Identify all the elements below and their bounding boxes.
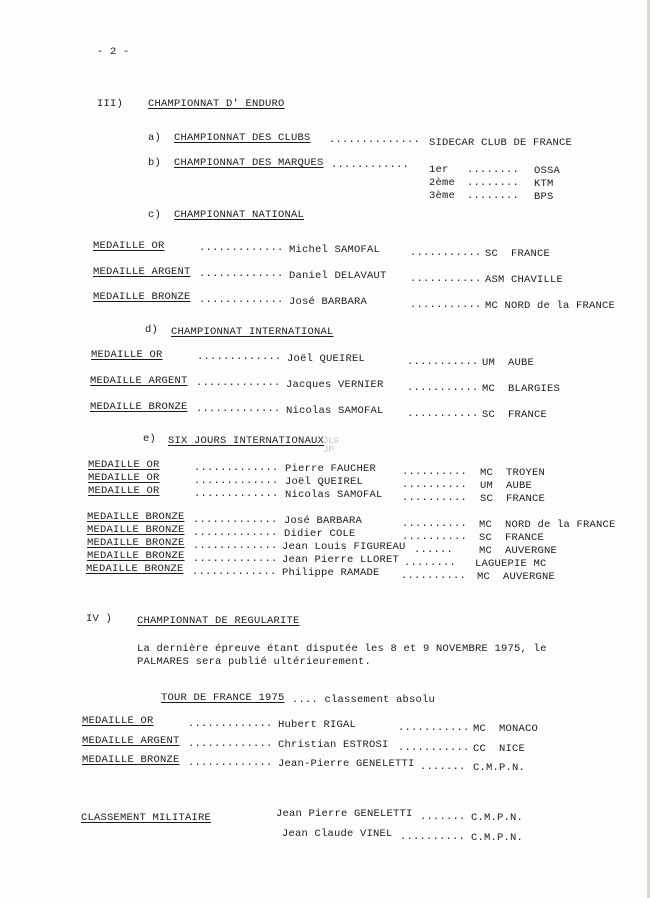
rider-name: Nicolas SAMOFAL [286,405,384,417]
sub-a-letter: a) [148,132,162,144]
leader-dots: ...... [414,544,454,556]
club-name: UM AUBE [480,480,533,492]
club-name: C.M.P.N. [473,762,526,774]
medal-label: MEDAILLE OR [88,485,160,497]
leader-dots: .......... [402,479,468,491]
leader-dots: ........... [410,273,482,285]
leader-dots: ............. [193,514,278,526]
sub-a-dots: .............. [329,134,421,146]
section-4-title: CHAMPIONNAT DE REGULARITE [137,615,300,627]
club-name: SC FRANCE [485,248,551,260]
club-name: SC FRANCE [480,493,546,505]
leader-dots: ............. [199,242,284,254]
medal-label: MEDAILLE BRONZE [87,537,185,549]
medal-label: MEDAILLE OR [91,349,163,361]
sub-e-letter: e) [143,433,157,445]
rider-name: Jacques VERNIER [286,379,384,391]
medal-label: MEDAILLE BRONZE [87,524,185,536]
rider-name: Joël QUEIREL [285,476,364,488]
rider-name: Nicolas SAMOFAL [285,489,383,501]
rider-name: Philippe RAMADE [282,567,380,579]
rider-name: Jean Louis FIGUREAU [282,541,406,553]
leader-dots: ............. [188,718,273,730]
club-name: MC BLARGIES [482,383,561,395]
rider-name: Jean Pierre GENELETTI [276,808,413,820]
leader-dots: ........... [407,408,479,420]
club-name: LAGUEPIE MC [475,558,547,570]
leader-dots: ............. [196,377,281,389]
leader-dots: ........... [407,356,479,368]
leader-dots: ............. [199,268,284,280]
club-name: MC NORD de la FRANCE [485,300,616,312]
club-name: MC MONACO [473,723,539,735]
medal-label: MEDAILLE OR [88,472,160,484]
rider-name: Jean Claude VINEL [282,828,393,840]
leader-dots: .......... [402,518,468,530]
sub-d-letter: d) [145,324,159,336]
leader-dots: ............. [196,403,281,415]
medal-label: MEDAILLE ARGENT [93,266,191,278]
sub-c-letter: c) [148,209,162,221]
leader-dots: .......... [402,492,468,504]
military-label: CLASSEMENT MILITAIRE [81,812,212,824]
leader-dots: ........... [398,742,470,754]
medal-label: MEDAILLE BRONZE [90,401,188,413]
leader-dots: ............. [192,566,277,578]
leader-dots: ........... [410,247,482,259]
sub-b-label: CHAMPIONNAT DES MARQUES [174,157,324,169]
leader-dots: ....... [420,761,466,773]
leader-dots: .......... [402,531,468,543]
rider-name: Jean Pierre LLORET [282,554,400,566]
sub-d-label: CHAMPIONNAT INTERNATIONAL [171,326,334,338]
leader-dots: ............. [194,462,279,474]
rider-name: Hubert RIGAL [278,719,357,731]
sub-e-label: SIX JOURS INTERNATIONAUX [168,435,325,447]
sub-a-value: SIDECAR CLUB DE FRANCE [429,137,573,149]
leader-dots: ............. [193,540,278,552]
leader-dots: ........... [410,299,482,311]
leader-dots: ............. [194,488,279,500]
tour-suffix: .... classement absolu [292,694,436,706]
sub-b-letter: b) [148,157,162,169]
club-name: SC FRANCE [482,409,548,421]
rider-name: Michel SAMOFAL [289,244,381,256]
medal-label: MEDAILLE BRONZE [93,291,191,303]
section-3-title: CHAMPIONNAT D' ENDURO [148,98,285,110]
leader-dots: ............. [193,527,278,539]
paragraph-line-1: La dernière épreuve étant disputée les 8 et 9 NOVEMBRE 1975, le [137,643,547,655]
brand-name: BPS [534,191,554,203]
leader-dots: .......... [402,466,468,478]
brand-name: OSSA [534,165,561,177]
club-name: SC FRANCE [479,532,545,544]
rider-name: Christian ESTROSI [278,739,389,751]
rider-name: Jean-Pierre GENELETTI [278,758,415,770]
club-name: C.M.P.N. [471,812,524,824]
medal-label: MEDAILLE OR [93,240,165,252]
leader-dots: ........... [398,722,470,734]
leader-dots: .......... [400,831,466,843]
club-name: MC AUVERGNE [477,571,556,583]
leader-dots: ............. [194,475,279,487]
rider-name: José BARBARA [284,515,363,527]
medal-label: MEDAILLE ARGENT [82,735,180,747]
sub-c-label: CHAMPIONNAT NATIONAL [174,209,305,221]
club-name: C.M.P.N. [471,832,524,844]
brand-dots: ........ [467,177,520,189]
club-name: MC TROYEN [480,467,546,479]
club-name: ASM CHAVILLE [485,274,564,286]
club-name: CC NICE [473,743,526,755]
medal-label: MEDAILLE OR [88,459,160,471]
tour-title: TOUR DE FRANCE 1975 [161,692,285,704]
rider-name: Daniel DELAVAUT [289,270,387,282]
rider-name: Didier COLE [284,528,356,540]
medal-label: MEDAILLE BRONZE [86,563,184,575]
brand-dots: ........ [467,190,520,202]
section-4-number: IV ) [86,613,113,625]
medal-label: MEDAILLE BRONZE [87,550,185,562]
brand-rank: 3ème [429,190,456,202]
brand-rank: 2ème [429,177,456,189]
leader-dots: ............. [193,553,278,565]
leader-dots: ....... [420,811,466,823]
paragraph-line-2: PALMARES sera publié ultérieurement. [137,656,372,668]
leader-dots: ............. [199,294,284,306]
leader-dots: .......... [401,570,467,582]
leader-dots: ............. [197,351,282,363]
brand-rank: 1er [429,164,449,176]
medal-label: MEDAILLE OR [82,715,154,727]
section-3-number: III) [97,98,124,110]
club-name: MC NORD de la FRANCE [479,519,616,531]
rider-name: Pierre FAUCHER [285,463,377,475]
club-name: UM AUBE [482,357,535,369]
medal-label: MEDAILLE BRONZE [87,511,185,523]
rider-name: José BARBARA [289,296,368,308]
club-name: MC AUVERGNE [479,545,558,557]
brand-name: KTM [534,178,554,190]
leader-dots: ........... [407,382,479,394]
sub-b-dots: ............ [331,159,410,171]
rider-name: Joël QUEIREL [287,353,366,365]
page-number: - 2 - [97,46,130,58]
medal-label: MEDAILLE BRONZE [82,754,180,766]
leader-dots: ............. [188,757,273,769]
watermark-stamp: JLG JP [323,436,340,455]
sub-a-label: CHAMPIONNAT DES CLUBS [174,132,311,144]
leader-dots: ........ [404,557,457,569]
medal-label: MEDAILLE ARGENT [90,375,188,387]
leader-dots: ............. [188,738,273,750]
brand-dots: ........ [467,164,520,176]
